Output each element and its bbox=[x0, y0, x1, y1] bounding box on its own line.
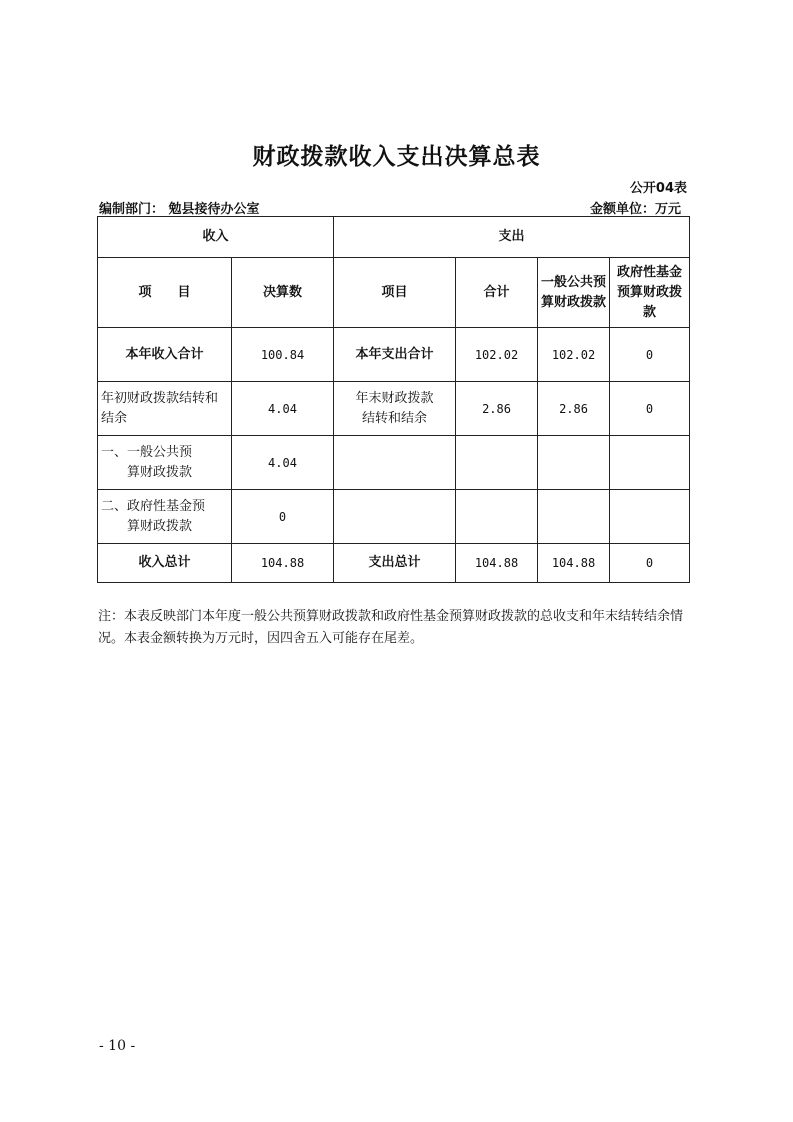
table-row bbox=[98, 382, 690, 436]
department-label: 编制部门： 勉县接待办公室 bbox=[99, 202, 260, 217]
footnote: 注：本表反映部门本年度一般公共预算财政拨款和政府性基金预算财政拨款的总收支和年末结转结余情况。本表金额转换为万元时，因四舍五入可能存在尾差。 bbox=[98, 609, 684, 646]
cell-empty bbox=[456, 436, 538, 490]
header-item: 项 目 bbox=[98, 258, 232, 328]
header-final-amount: 决算数 bbox=[232, 258, 334, 328]
cell-empty bbox=[538, 436, 610, 490]
cell-income-label-line1: 二、政府性基金预 bbox=[101, 498, 206, 514]
cell-empty bbox=[610, 490, 690, 544]
cell-income-label: 收入总计 bbox=[98, 544, 232, 583]
table-row bbox=[98, 544, 690, 583]
fiscal-summary-table bbox=[97, 216, 690, 583]
header-expense: 支出 bbox=[334, 217, 690, 258]
cell-expense-label: 支出总计 bbox=[334, 544, 456, 583]
page-number: - 10 - bbox=[99, 1038, 136, 1054]
cell-income-value: 100.84 bbox=[232, 328, 334, 382]
cell-fund: 0 bbox=[610, 544, 690, 583]
cell-expense-label: 本年支出合计 bbox=[334, 328, 456, 382]
form-code: 公开04表 bbox=[629, 181, 687, 196]
cell-fund: 0 bbox=[610, 382, 690, 436]
cell-income-label bbox=[98, 490, 232, 544]
cell-general: 2.86 bbox=[538, 382, 610, 436]
cell-income-label-line2: 算财政拨款 bbox=[127, 464, 193, 480]
table-row bbox=[98, 328, 690, 382]
unit-label: 金额单位：万元 bbox=[589, 202, 681, 217]
cell-income-value: 4.04 bbox=[232, 382, 334, 436]
cell-expense-label-line1: 年末财政拨款 bbox=[355, 390, 434, 406]
cell-empty bbox=[334, 436, 456, 490]
cell-empty bbox=[610, 436, 690, 490]
cell-income-label bbox=[98, 436, 232, 490]
cell-income-label: 本年收入合计 bbox=[98, 328, 232, 382]
cell-empty bbox=[334, 490, 456, 544]
header-expense-item: 项目 bbox=[334, 258, 456, 328]
cell-total: 104.88 bbox=[456, 544, 538, 583]
header-general-budget: 一般公共预算财政拨款 bbox=[538, 258, 610, 328]
cell-income-label-line2: 算财政拨款 bbox=[127, 518, 193, 534]
cell-income-value: 104.88 bbox=[232, 544, 334, 583]
cell-general: 102.02 bbox=[538, 328, 610, 382]
cell-total: 102.02 bbox=[456, 328, 538, 382]
cell-income-value: 4.04 bbox=[232, 436, 334, 490]
header-fund-budget: 政府性基金预算财政拨款 bbox=[610, 258, 690, 328]
cell-general: 104.88 bbox=[538, 544, 610, 583]
cell-total: 2.86 bbox=[456, 382, 538, 436]
header-total: 合计 bbox=[456, 258, 538, 328]
cell-income-value: 0 bbox=[232, 490, 334, 544]
cell-empty bbox=[456, 490, 538, 544]
table-row bbox=[98, 436, 690, 490]
table-row bbox=[98, 490, 690, 544]
cell-empty bbox=[538, 490, 610, 544]
cell-income-label: 年初财政拨款结转和结余 bbox=[98, 382, 232, 436]
cell-fund: 0 bbox=[610, 328, 690, 382]
cell-income-label-line1: 一、一般公共预 bbox=[101, 444, 193, 460]
header-income: 收入 bbox=[98, 217, 334, 258]
cell-expense-label bbox=[334, 382, 456, 436]
cell-expense-label-line2: 结转和结余 bbox=[362, 410, 428, 426]
page-title: 财政拨款收入支出决算总表 bbox=[252, 144, 541, 170]
